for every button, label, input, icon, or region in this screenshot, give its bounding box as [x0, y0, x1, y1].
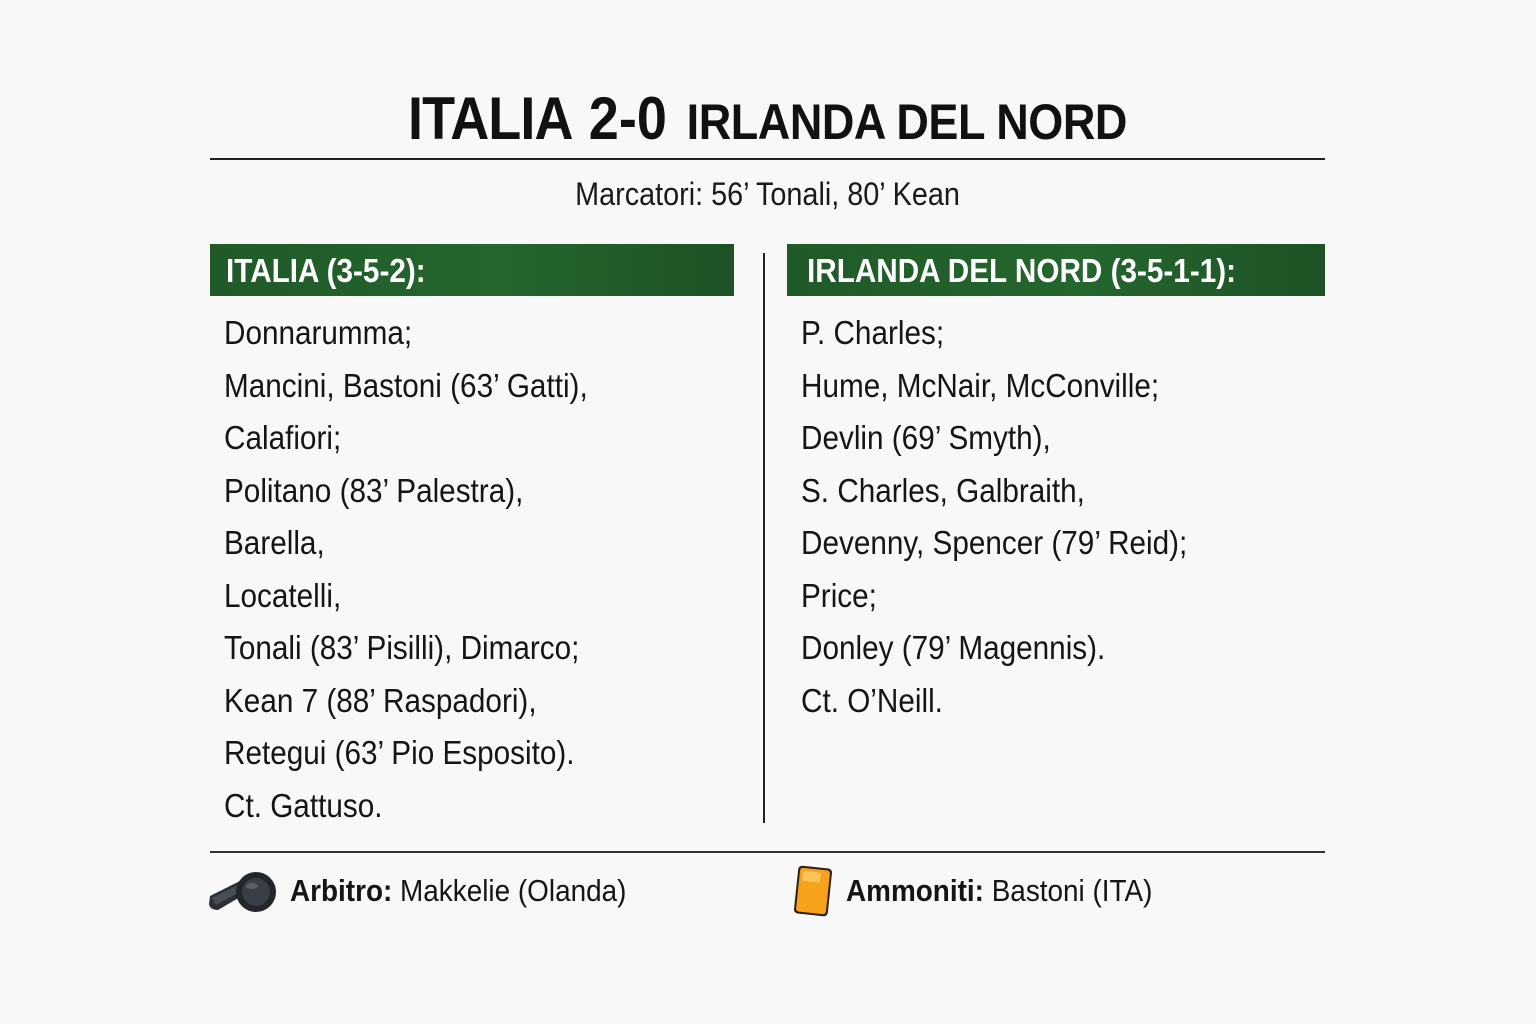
- final-score: 2-0: [588, 85, 667, 152]
- lineup-line: Ct. Gattuso.: [224, 786, 383, 824]
- referee-label: Arbitro:: [290, 873, 393, 908]
- lineup-line: S. Charles, Galbraith,: [801, 471, 1085, 509]
- lineup-line: Devlin (69’ Smyth),: [801, 419, 1051, 456]
- home-lineup-header-text: ITALIA (3-5-2):: [226, 252, 426, 289]
- whistle-icon: [206, 866, 280, 916]
- lineup-line: Kean 7 (88’ Raspadori),: [224, 681, 537, 719]
- lineup-line: Hume, McNair, McConville;: [801, 366, 1160, 404]
- lineup-line: Tonali (83’ Pisilli), Dimarco;: [224, 629, 580, 666]
- lineup-line: Locatelli,: [224, 576, 342, 614]
- away-lineup: [801, 306, 1321, 726]
- lineup-line: Calafiori;: [224, 419, 342, 456]
- lineup-line: Retegui (63’ Pio Esposito).: [224, 734, 575, 771]
- home-lineup-header: [210, 244, 734, 296]
- lineup-line: Mancini, Bastoni (63’ Gatti),: [224, 366, 588, 404]
- lineup-line: Price;: [801, 576, 877, 614]
- booked-value: Bastoni (ITA): [983, 873, 1153, 908]
- lineup-line: Barella,: [224, 524, 325, 561]
- lineup-line: Ct. O’Neill.: [801, 681, 943, 719]
- lineup-line: Donnarumma;: [224, 314, 413, 351]
- yellow-card-icon: [790, 864, 834, 918]
- lineup-line: Donley (79’ Magennis).: [801, 629, 1106, 666]
- booked-info: [790, 862, 1186, 920]
- home-lineup: [224, 306, 744, 831]
- scorers-line: Marcatori: 56’ Tonali, 80’ Kean: [575, 176, 960, 212]
- lineup-line: P. Charles;: [801, 314, 945, 351]
- home-team-name: ITALIA: [408, 85, 573, 152]
- lineup-line: Devenny, Spencer (79’ Reid);: [801, 524, 1188, 561]
- lineup-line: Politano (83’ Palestra),: [224, 471, 524, 509]
- away-lineup-header-text: IRLANDA DEL NORD (3-5-1-1):: [807, 252, 1237, 289]
- referee-value: Makkelie (Olanda): [392, 873, 627, 908]
- title-divider: [210, 158, 1325, 160]
- referee-info: [206, 862, 664, 920]
- match-title: [266, 84, 1270, 154]
- away-lineup-header: [787, 244, 1325, 296]
- footer-divider: [210, 851, 1325, 853]
- booked-label: Ammoniti:: [846, 873, 984, 908]
- away-team-name: IRLANDA DEL NORD: [686, 94, 1127, 150]
- column-divider: [763, 253, 765, 823]
